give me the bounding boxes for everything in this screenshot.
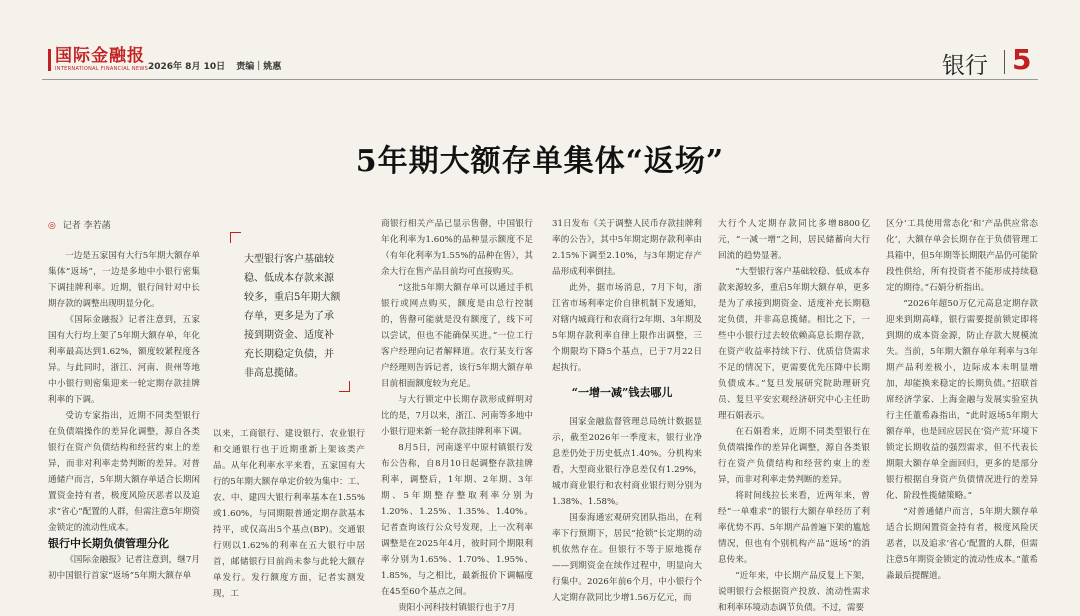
paragraph: 区分‘工具使用常态化’和‘产品供应常态化’，大额存单会长期存在于负债管理工具箱中，但5年期等长期限产品仍可能阶段性供给，所有投资者不能形成持续稳定的期待。”石娟分析指出。 xyxy=(886,219,1038,293)
paragraph: 国泰海通宏观研究团队指出，在利率下行预期下，居民“抢锁”长定期的动机依然存在。但银行不等于原地揽存——到期资金在续作过程中，明显向大行集中。2026年前6个月，中小银行个人定期存款同比少增1.56万亿元，而 xyxy=(552,513,702,603)
paragraph: 受访专家指出，近期不同类型银行在负债端操作的差异化调整，源自各类银行在资产负债结构和经营约束上的差异，而非对利率走势判断的差异。对普通储户而言，5年期大额存单适合长期闲置资金持有者，极度风险厌恶者以及追求“省心”配置的人群，但需注意5年期资金锁定的流动性成本。 xyxy=(48,411,200,533)
issue-date: 2026年 8月 10日 xyxy=(148,62,226,72)
column-2 xyxy=(213,426,365,602)
paragraph: 8月5日，河南遂平中原村镇银行发布公告称，自8月10日起调整存款挂牌利率，调整后，1年期、2年期、3年期、5年期整存整取利率分别为1.20%、1.25%、1.35%、1.40%。记者查询该行公众号发现，上一次利率调整是在2025年4月，彼时同个期限利率分别为1.65%、1.70%、1.95%、1.85%，与之相比，最新报价下调幅度在45至60个基点之间。 xyxy=(381,443,533,597)
paragraph: 贵阳小河科技村镇银行也于7月 xyxy=(398,603,516,613)
section-divider xyxy=(1004,50,1005,74)
paragraph: 31日发布《关于调整人民币存款挂牌利率的公告》，其中5年期定期存款利率由2.15%下调至2.10%，与3年期定存产品形成利率倒挂。 xyxy=(552,219,702,277)
headline: 5年期大额存单集体“返场” xyxy=(355,144,725,179)
newspaper-logo: 国际金融报 xyxy=(55,46,145,66)
paragraph: 一边是五家国有大行5年期大额存单集体“返场”，一边是多地中小银行密集下调挂牌利率。近期，银行间针对中长期存款的调整出现明显分化。 xyxy=(48,251,200,309)
subheading: “一增一减”钱去哪儿 xyxy=(571,386,673,399)
section-name: 银行 xyxy=(942,53,988,79)
column-1 xyxy=(48,248,200,584)
paragraph: 以来，工商银行、建设银行、农业银行和交通银行也于近期重新上架该类产品。从年化利率水平来看，五家国有大行的5年期大额存单定价较为集中：工、农、中、建四大银行利率基本在1.55%或1.60%，与同期限普通定期存款基本持平，或仅高出5个基点(BP)。交通银行则以1.62%的利率在五大银行中居首，邮储银行目前尚未参与此轮大额存单发行。发行额度方面，记者实测发现，工 xyxy=(213,429,365,599)
masthead xyxy=(0,0,1080,82)
editor-credit: 责编｜姚惠 xyxy=(236,62,282,72)
subheading: 银行中长期负债管理分化 xyxy=(48,537,169,550)
newspaper-logo-subtitle: INTERNATIONAL FINANCIAL NEWS xyxy=(55,66,149,72)
paragraph: 大行个人定期存款同比多增8800亿元，“一减一增”之间，居民储蓄向大行回流的趋势显著。 xyxy=(718,219,870,261)
column-5 xyxy=(718,216,870,616)
paragraph: “2026年超50万亿元高息定期存款迎来到期高峰，银行需要提前锁定即将到期的成本资金源，防止存款大规模流失。当前，5年期大额存单年利率与3年期产品利差极小，边际成本未明显增加，却能换来稳定的长期负债。”招联首席经济学家、上海金融与发展实验室执行主任董希淼指出，“此时返场5年期大额存单，也是回应居民在‘资产荒’环境下锁定长期收益的强烈需求，但不代表长期限大额存单全面回归，更多的是部分银行根据自身资产负债情况进行的差异化、阶段性揽储策略。” xyxy=(886,299,1038,501)
byline-bullet-icon: ◎ xyxy=(48,221,56,231)
paragraph: 与大行锁定中长期存款形成鲜明对比的是，7月以来，浙江、河南等多地中小银行迎来新一轮存款挂牌利率下调。 xyxy=(381,395,533,437)
paragraph: 国家金融监督管理总局统计数据显示，截至2026年一季度末，银行业净息差仍处于历史低点1.40%。分机构来看，大型商业银行净息差仅有1.29%，城市商业银行和农村商业银行则分别为1.38%、1.58%。 xyxy=(552,417,702,507)
byline xyxy=(48,218,111,231)
byline-text: 记者 李若菡 xyxy=(62,221,111,231)
column-6 xyxy=(886,216,1038,584)
logo-bar xyxy=(48,49,51,71)
pull-quote-text: 大型银行客户基础较稳、低成本存款来源较多，重启5年期大额存单，更多是为了承接到期资金、适度补充长期稳定负债，并非高息揽储。 xyxy=(244,254,341,379)
paragraph: 《国际金融报》记者注意到，继7月初中国银行首家“返场”5年期大额存单 xyxy=(48,555,200,581)
pull-quote-corner xyxy=(230,232,241,243)
paragraph: “这批5年期大额存单可以通过手机银行或网点购买，额度是由总行控制的，售罄可能就是没有额度了，线下可以尝试，但也不能确保买进。”一位工行客户经理向记者解释道。农行某支行客户经理则告诉记者，该行5年期大额存单目前相面额度较为充足。 xyxy=(381,283,533,389)
paragraph: 《国际金融报》记者注意到，五家国有大行均上架了5年期大额存单，年化利率最高达到1.62%，额度较紧程度各异。与此同时，浙江、河南、贵州等地中小银行则密集迎来一轮定期存款挂牌利率的下调。 xyxy=(48,315,200,405)
paragraph: “对普通储户而言，5年期大额存单适合长期闲置资金持有者，极度风险厌恶者，以及追求‘省心’配置的人群，但需注意5年期资金锁定的流动性成本。”董希淼最后提醒道。 xyxy=(886,507,1038,581)
dateline xyxy=(148,59,281,72)
column-3 xyxy=(381,216,533,616)
paragraph: 此外，据市场消息，7月下旬，浙江省市场利率定价自律机制下发通知，对辖内城商行和农商行2年期、3年期及5年期存款利率自律上限作出调整，三个期限均下降5个基点，已于7月22日起执行。 xyxy=(552,283,702,373)
pull-quote-corner xyxy=(339,381,350,392)
paragraph: 在石娟看来，近期不同类型银行在负债端操作的差异化调整，源自各类银行在资产负债结构和经营约束上的差异，而非对利率走势判断的差异。 xyxy=(718,427,870,485)
column-4 xyxy=(552,216,702,376)
paragraph: “大型银行客户基础较稳、低成本存款来源较多，重启5年期大额存单，更多是为了承接到期资金、适度补充长期稳定负债，并非高息揽储。相比之下，一些中小银行过去较依赖高息长期存款，在资产收益率持续下行、优质信贷需求不足的情况下，更需要优先压降中长期负债成本。”复旦发展研究院助理研究员、复旦平安宏观经济研究中心主任助理石娟表示。 xyxy=(718,267,870,421)
pull-quote xyxy=(230,232,350,392)
paragraph: 商银行相关产品已显示售罄，中国银行年化利率为1.60%的品种显示额度不足（有年化利率为1.55%的品种在售），其余大行在售产品目前均可直接购买。 xyxy=(381,219,533,277)
paragraph: 将时间线拉长来看，近两年来，曾经“一单难求”的银行大额存单经历了利率优势不再、5年期产品普遍下架的尴尬情况，但也有个别机构产品“返场”的消息传来。 xyxy=(718,491,870,565)
masthead-rule xyxy=(42,79,1038,80)
page-number: 5 xyxy=(1012,43,1032,76)
column-4-continued xyxy=(552,414,702,606)
paragraph: “近年来，中长期产品反复上下架，说明银行会根据资产投放、流动性需求和利率环境动态调节负债。不过，需要 xyxy=(718,571,870,613)
